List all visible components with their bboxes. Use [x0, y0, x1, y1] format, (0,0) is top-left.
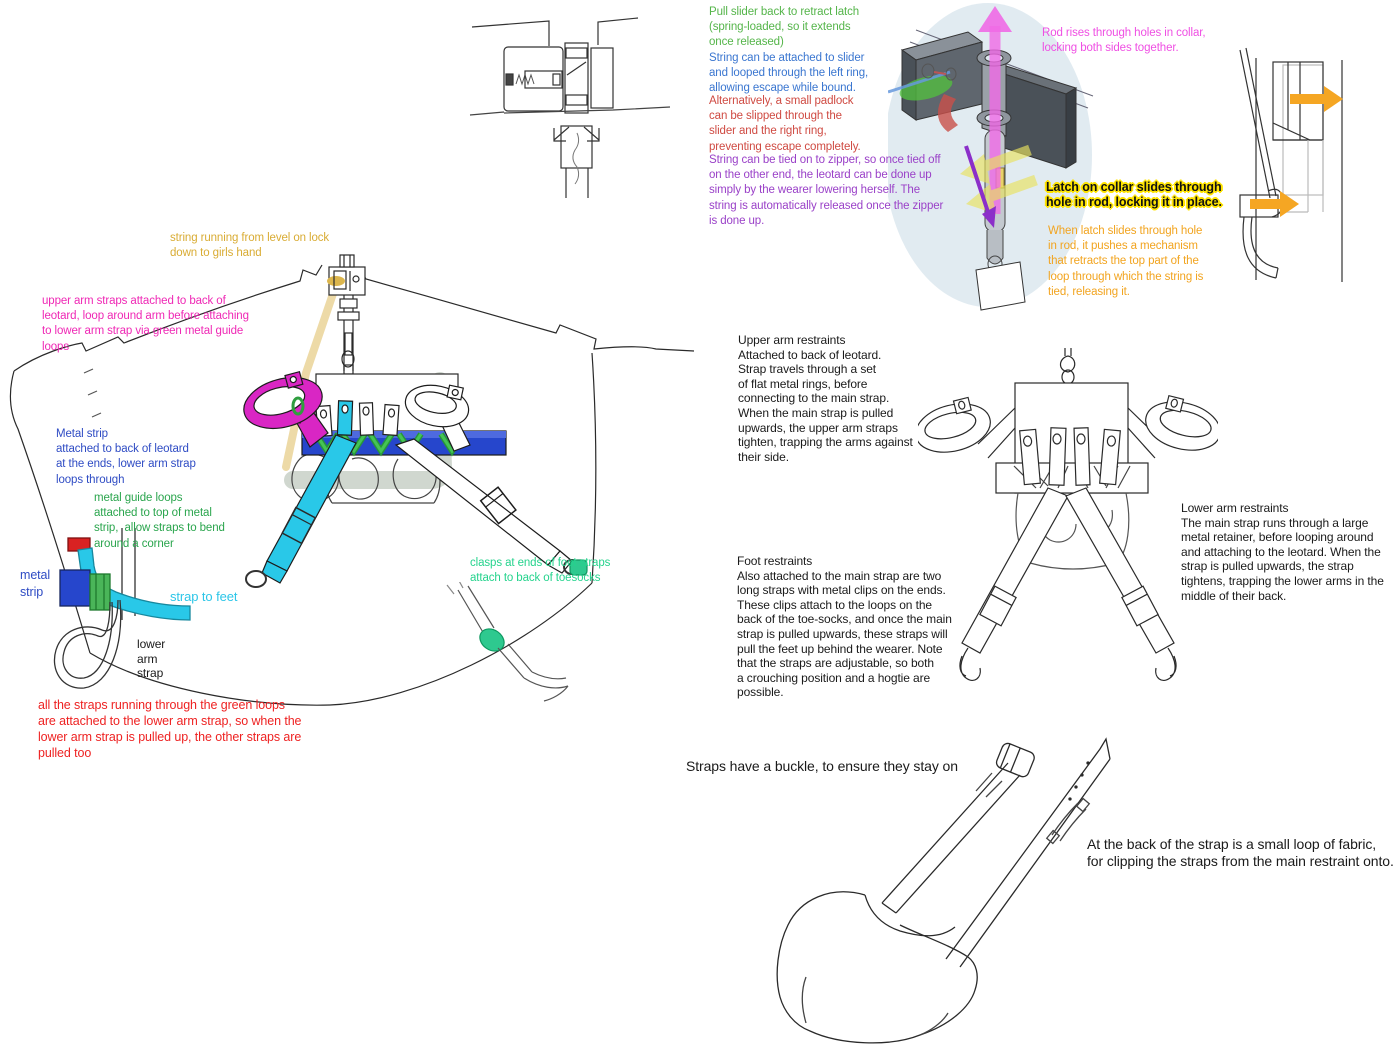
label-strap-to-feet: strap to feet: [170, 589, 238, 604]
note-buckle: Straps have a buckle, to ensure they stay on: [686, 758, 958, 774]
note-upper-arm-straps: upper arm straps attached to back of leotard, loop around arm before attaching to lower arm strap via green metal guide loops: [42, 295, 249, 353]
label-metal-strip: metal strip: [20, 568, 51, 599]
label-lower-arm-strap: lower arm strap: [137, 637, 166, 681]
note-foot-restraints: Foot restraints Also attached to the main strap are two long straps with metal clips on the ends. These clips attach to the loops on the back of the toe-socks, and once the main strap is pulled upwards, these straps will pull the feet up behind the wearer. Note that the straps are adjustable, so both a crouching position and a hogtie are possible.: [737, 554, 952, 700]
note-clasps: clasps at ends of foot straps attach to back of toesocks: [470, 557, 611, 585]
note-pull-slider: Pull slider back to retract latch (spring-loaded, so it extends once released): [709, 6, 860, 49]
note-zipper-string: String can be tied on to zipper, so once tied off on the other end, the leotard can be done up simply by the wearer lowering herself. The string is automatically released once the zipper is done up.: [709, 154, 944, 227]
note-guide-loops: metal guide loops attached to top of metal strip, allow straps to bend around a corner: [94, 492, 225, 550]
toe-sock-drawing: [770, 735, 1120, 1050]
note-padlock: Alternatively, a small padlock can be slipped through the slider and the right ring, preventing escape completely.: [709, 95, 861, 153]
note-latch-collar: Latch on collar slides through hole in rod, locking it in place.: [1046, 180, 1222, 209]
note-latch-mechanism: When latch slides through hole in rod, it pushes a mechanism that retracts the top part of the loop through which the string is tied, releasing it.: [1048, 225, 1204, 298]
collar-latch-side-drawing: [1238, 20, 1400, 290]
restraint-harness-drawing: [918, 348, 1218, 693]
metal-strip-detail-drawing: [18, 528, 348, 698]
note-rod-rises: Rod rises through holes in collar, locking both sides together.: [1042, 27, 1206, 55]
white-foot-strap: [396, 439, 587, 575]
note-upper-restraints: Upper arm restraints Attached to back of leotard. Strap travels through a set of flat metal rings, before connecting to the main strap. When the main strap is pulled upwards, the upper arm straps tighten, trapping the arms against their side.: [738, 333, 913, 464]
note-metal-strip: Metal strip attached to back of leotard at the ends, lower arm strap loops through: [56, 428, 196, 486]
foot-strap-clasp-drawing: [440, 582, 580, 704]
note-string-running: string running from level on lock down to girls hand: [170, 232, 330, 260]
note-fabric-loop: At the back of the strap is a small loop of fabric, for clipping the straps from the main restraint onto.: [1087, 836, 1394, 869]
note-green-loops: all the straps running through the green loops are attached to the lower arm strap, so when the lower arm strap is pulled up, the other straps are pulled too: [38, 698, 302, 760]
magenta-arm-cuff: [238, 368, 328, 447]
note-lower-restraints: Lower arm restraints The main strap runs through a large metal retainer, before looping around and attaching to the leotard. When the strap is pulled upwards, the strap tightens, trapping the lower arms in the middle of their back.: [1181, 501, 1384, 603]
latch-right-arrow-icon: [1290, 86, 1343, 112]
note-string-slider: String can be attached to slider and looped through the left ring, allowing escape while bound.: [709, 52, 869, 95]
lock-mechanism-drawing: [460, 0, 680, 205]
